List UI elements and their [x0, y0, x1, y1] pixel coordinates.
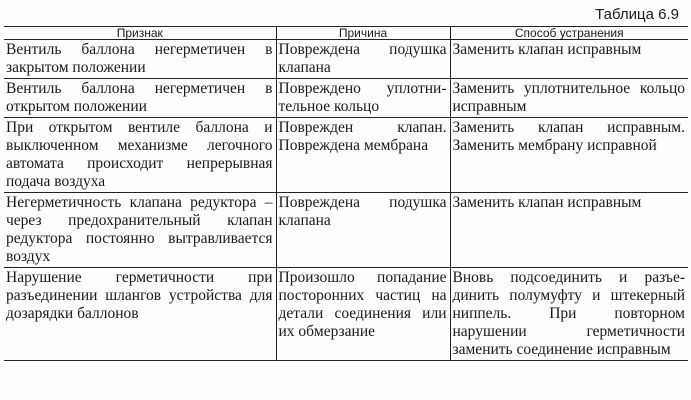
cell-sign	[4, 40, 276, 79]
cell-text: Повреждено уплотнительное кольцо	[278, 80, 447, 115]
cell-text: Негерметичность клапана редуктора – через предохранительный клапан редуктора постоянно вытравливается воздух	[6, 194, 273, 265]
cell-text: Заменить клапан исправным	[452, 194, 642, 211]
cell-text: Нарушение герметичности при разъединении шлангов устройства для дозарядки баллонов	[6, 269, 273, 322]
cell-text: Вновь подсоединить и разъединить полумуфту и штекерный ниппель. При повторном нарушении герметичности заменить соединение исправным	[452, 269, 685, 358]
cell-remedy	[450, 118, 688, 193]
header-cause: Причина	[276, 27, 450, 40]
table-row	[4, 79, 688, 118]
cell-text: Поврежден клапан. Повреждена мембрана	[278, 119, 447, 154]
cell-text: Повреждена подушка клапана	[278, 41, 447, 76]
cell-text: Заменить уплотнительное кольцо исправным	[452, 80, 685, 115]
cell-sign	[4, 118, 276, 193]
cell-text: Заменить клапан исправным. Заменить мембрану исправной	[452, 119, 685, 154]
table-row	[4, 193, 688, 268]
cell-cause	[276, 118, 450, 193]
cell-remedy	[450, 79, 688, 118]
cell-cause	[276, 40, 450, 79]
cell-text: Повреждена подушка клапана	[278, 194, 447, 229]
cell-text: Произошло попадание посторонних частиц на детали соединения или их обмерзание	[278, 269, 447, 340]
cell-cause	[276, 79, 450, 118]
table-caption: Таблица 6.9	[595, 6, 679, 23]
cell-sign	[4, 268, 276, 361]
cell-cause	[276, 193, 450, 268]
header-sign: Признак	[4, 27, 276, 40]
table-header-row	[4, 27, 688, 40]
cell-text: При открытом вентиле баллона и выключенном механизме легочного автомата происходит непрерывная подача воздуха	[6, 119, 273, 190]
table-row	[4, 40, 688, 79]
cell-remedy	[450, 268, 688, 361]
cell-remedy	[450, 193, 688, 268]
cell-sign	[4, 79, 276, 118]
cell-text: Вентиль баллона негерметичен в открытом положении	[6, 80, 273, 115]
cell-remedy	[450, 40, 688, 79]
table-row	[4, 118, 688, 193]
table-row	[4, 268, 688, 361]
troubleshooting-table	[4, 26, 688, 361]
header-remedy: Способ устранения	[450, 27, 688, 40]
cell-sign	[4, 193, 276, 268]
cell-text: Вентиль баллона негерметичен в закрытом положении	[6, 41, 273, 76]
cell-cause	[276, 268, 450, 361]
cell-text: Заменить клапан исправным	[452, 41, 642, 58]
